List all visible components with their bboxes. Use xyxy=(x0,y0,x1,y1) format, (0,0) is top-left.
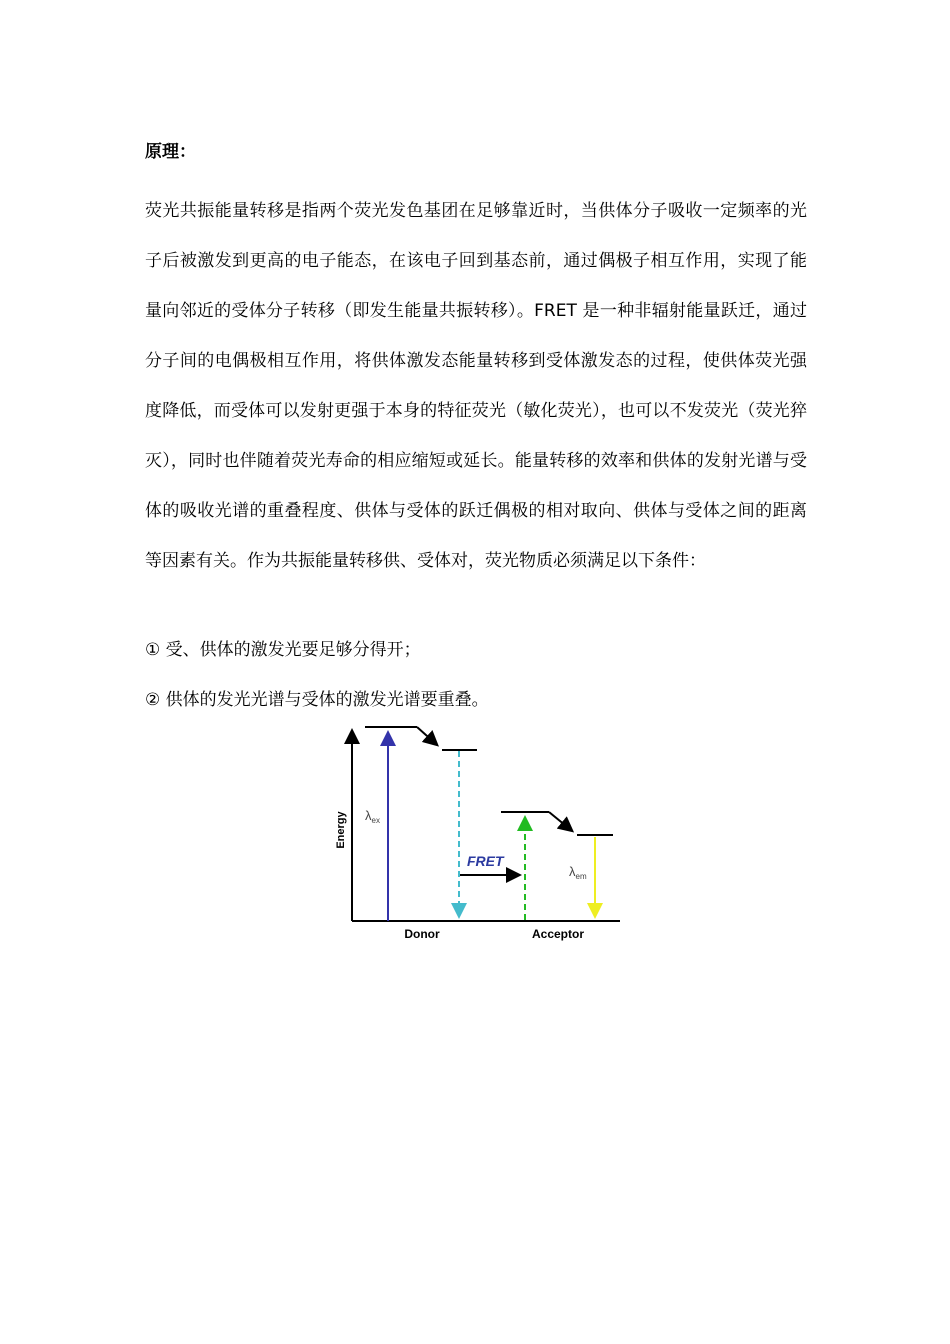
acceptor-label: Acceptor xyxy=(531,927,585,941)
donor-label: Donor xyxy=(404,927,440,941)
condition-item-1: ① 受、供体的激发光要足够分得开； xyxy=(145,640,421,660)
acceptor-relaxation-arrow xyxy=(549,812,571,830)
section-heading: 原理： xyxy=(145,142,196,162)
lambda-ex-label: $\lambda_{ex}$ xyxy=(365,808,380,825)
donor-relaxation-arrow xyxy=(417,727,436,744)
fret-label: FRET xyxy=(467,853,504,869)
fret-energy-diagram xyxy=(325,720,630,950)
condition-item-2: ② 供体的发光光谱与受体的激发光谱要重叠。 xyxy=(145,690,489,710)
lambda-em-label: $\lambda_{em}$ xyxy=(569,864,587,881)
energy-axis-label: Energy xyxy=(335,811,347,849)
body-paragraph: 荧光共振能量转移是指两个荧光发色基团在足够靠近时，当供体分子吸收一定频率的光子后被激发到更高的电子能态，在该电子回到基态前，通过偶极子相互作用，实现了能量向邻近的受体分子转移（即发生能量共振转移）。FRET 是一种非辐射能量跃迁，通过分子间的电偶极相互作用，将供体激发态能量转移到受体激发态的过程，使供体荧光强度降低，而受体可以发射更强于本身的特征荧光（敏化荧光），也可以不发荧光（荧光猝灭），同时也伴随着荧光寿命的相应缩短或延长。能量转移的效率和供体的发射光谱与受体的吸收光谱的重叠程度、供体与受体的跃迁偶极的相对取向、供体与受体之间的距离等因素有关。作为共振能量转移供、受体对，荧光物质必须满足以下条件： xyxy=(145,201,807,571)
